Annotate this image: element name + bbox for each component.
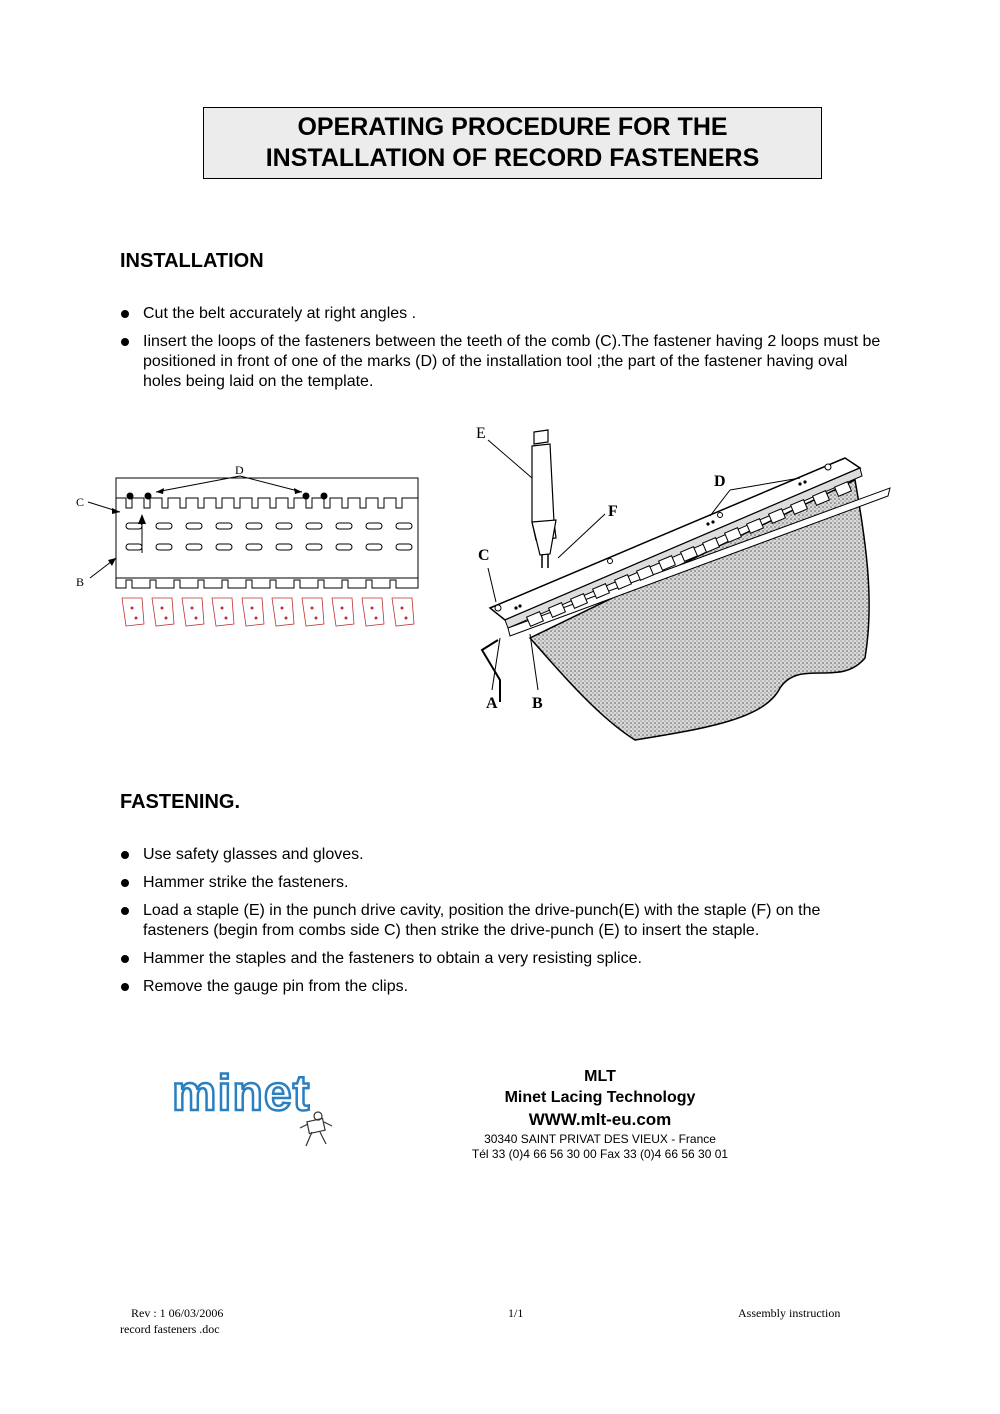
label-e: E xyxy=(476,425,486,442)
installation-tool-diagram xyxy=(70,458,430,638)
label-c: C xyxy=(76,495,85,509)
list-item: Remove the gauge pin from the clips. xyxy=(120,977,890,997)
title-line-2: INSTALLATION OF RECORD FASTENERS xyxy=(265,144,760,172)
bullet-icon xyxy=(121,338,129,346)
fastening-heading: FASTENING. xyxy=(120,791,241,813)
label-f: F xyxy=(608,503,618,520)
minet-logo xyxy=(170,1062,345,1157)
contact-block xyxy=(440,1066,760,1162)
title-box xyxy=(203,107,822,179)
bullet-icon xyxy=(121,983,129,991)
bullet-icon xyxy=(121,955,129,963)
bullet-icon xyxy=(121,851,129,859)
bullet-icon xyxy=(121,310,129,318)
label-d: D xyxy=(235,463,244,477)
belt-installation-diagram xyxy=(470,418,900,748)
label-a: A xyxy=(486,695,498,712)
company-address: 30340 SAINT PRIVAT DES VIEUX - France xyxy=(484,1132,716,1146)
list-item: Cut the belt accurately at right angles . xyxy=(120,304,890,324)
title-line-1: OPERATING PROCEDURE FOR THE xyxy=(297,113,728,141)
list-item: Use safety glasses and gloves. xyxy=(120,845,890,865)
website-link[interactable]: WWW.mlt-eu.com xyxy=(528,1110,672,1129)
list-item: Load a staple (E) in the punch drive cavity, position the drive-punch(E) with the staple (F) on the fasteners (begin from combs side C) then strike the drive-punch (E) to insert the staple. xyxy=(120,901,890,941)
installation-list xyxy=(120,304,890,400)
list-item: Hammer strike the fasteners. xyxy=(120,873,890,893)
footer-revision: Rev : 1 06/03/2006 xyxy=(131,1306,224,1320)
company-phone-fax: Tél 33 (0)4 66 56 30 00 Fax 33 (0)4 66 56 30 01 xyxy=(471,1147,729,1161)
company-name: Minet Lacing Technology xyxy=(504,1089,696,1106)
label-d: D xyxy=(714,473,726,490)
label-b: B xyxy=(532,695,543,712)
list-item: Hammer the staples and the fasteners to obtain a very resisting splice. xyxy=(120,949,890,969)
footer-page: 1/1 xyxy=(508,1306,524,1320)
logo-text: minet xyxy=(172,1065,311,1121)
installation-heading: INSTALLATION xyxy=(120,250,264,272)
label-c: C xyxy=(478,547,490,564)
list-item: Iinsert the loops of the fasteners between the teeth of the comb (C).The fastener having 2 loops must be positioned in front of one of the marks (D) of the installation tool ;the part of the fastener having oval holes being laid on the template. xyxy=(120,332,890,392)
fastening-list xyxy=(120,845,890,1005)
footer-filename: record fasteners .doc xyxy=(120,1322,220,1336)
footer-doc-type: Assembly instruction xyxy=(738,1306,841,1320)
bullet-icon xyxy=(121,879,129,887)
label-b: B xyxy=(76,575,85,589)
company-short: MLT xyxy=(584,1068,616,1085)
bullet-icon xyxy=(121,907,129,915)
